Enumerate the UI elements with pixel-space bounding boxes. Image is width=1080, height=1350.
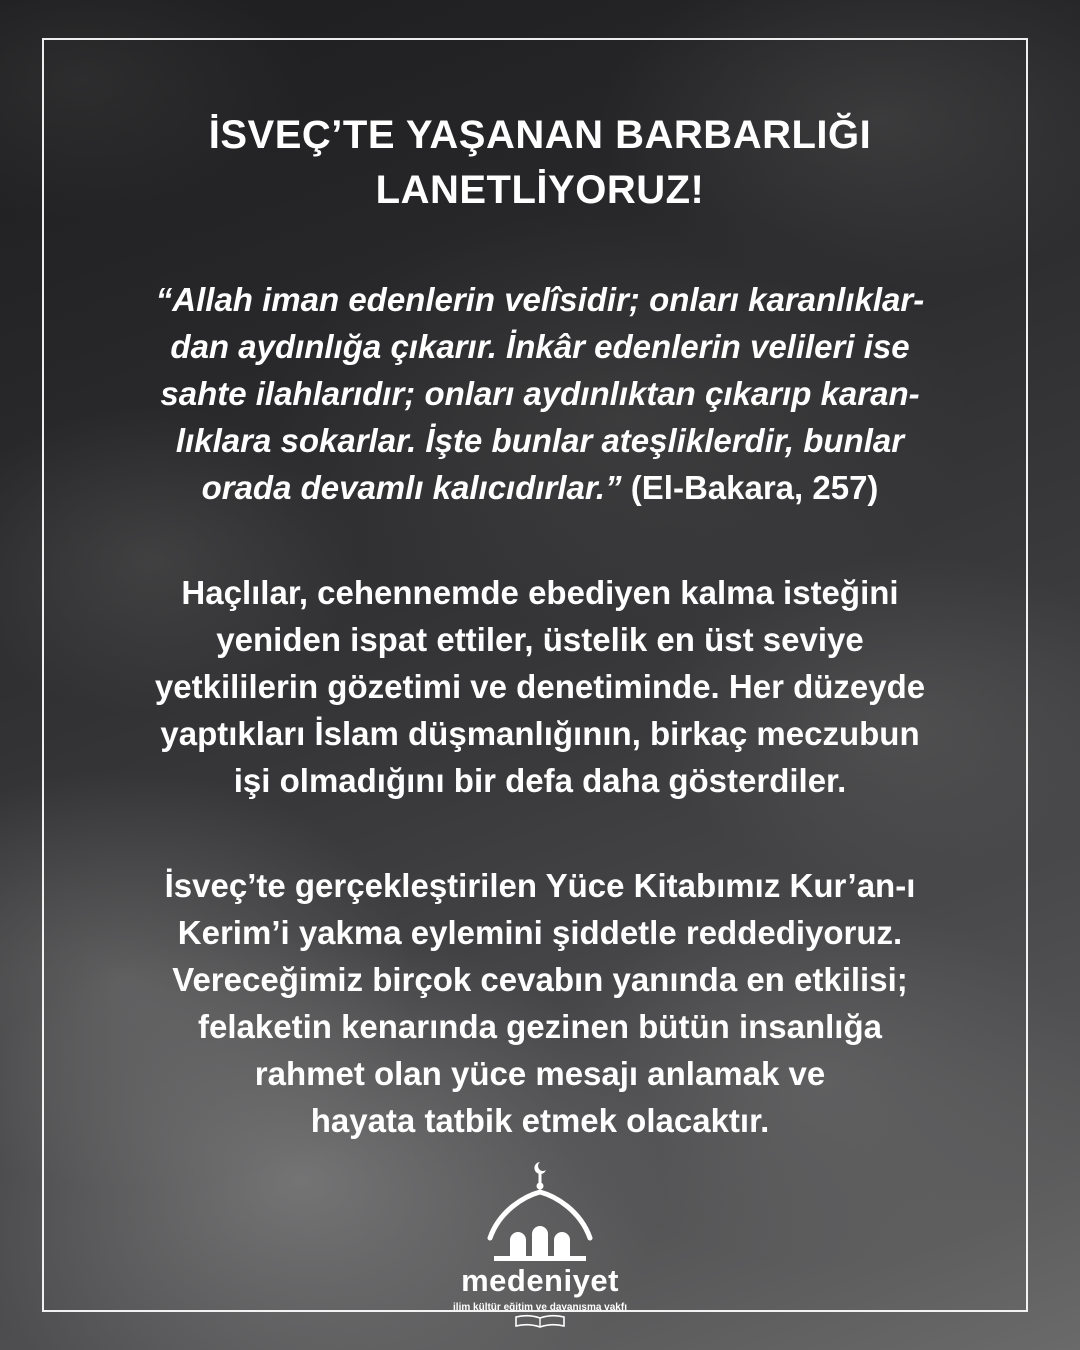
main-content (60, 108, 1020, 1144)
logo-wordmark: medeniyet (461, 1263, 619, 1298)
quote-line-last (60, 464, 1020, 511)
headline-line: LANETLİYORUZ! (375, 168, 705, 212)
paragraph-crusaders (60, 569, 1020, 804)
foundation-logo (440, 1160, 640, 1330)
quote-reference: (El-Bakara, 257) (630, 469, 879, 506)
quote-line: dan aydınlığa çıkarır. İnkâr edenlerin velileri ise (170, 328, 910, 365)
mosque-dome-crescent-icon (480, 1160, 600, 1270)
headline-line: İSVEÇ’TE YAŞANAN BARBARLIĞI (208, 113, 872, 157)
headline (60, 108, 1020, 218)
quote-line-text: orada devamlı kalıcıdırlar.” (201, 469, 622, 506)
paragraph-line: Kerim’i yakma eylemini şiddetle reddediyoruz. (177, 914, 903, 951)
paragraph-line: Haçlılar, cehennemde ebediyen kalma isteğini (181, 574, 899, 611)
logo-tagline: ilim kültür eğitim ve dayanışma vakfı (453, 1302, 627, 1313)
paragraph-line: yetkililerin gözetimi ve denetiminde. Her düzeyde (154, 668, 926, 705)
paragraph-line: yaptıkları İslam düşmanlığının, birkaç meczubun (160, 715, 920, 752)
quote-line: lıklara sokarlar. İşte bunlar ateşliklerdir, bunlar (175, 422, 905, 459)
open-book-icon (514, 1314, 566, 1328)
paragraph-line: yeniden ispat ettiler, üstelik en üst seviye (216, 621, 864, 658)
paragraph-condemnation (60, 862, 1020, 1144)
paragraph-line: rahmet olan yüce mesajı anlamak ve (254, 1055, 826, 1092)
quran-quote (60, 276, 1020, 511)
paragraph-line: hayata tatbik etmek olacaktır. (310, 1102, 770, 1139)
paragraph-line: işi olmadığını bir defa daha gösterdiler. (233, 762, 847, 799)
quote-line: sahte ilahlarıdır; onları aydınlıktan çıkarıp karan- (160, 375, 920, 412)
quote-line: “Allah iman edenlerin velîsidir; onları karanlıklar- (155, 281, 925, 318)
paragraph-line: Vereceğimiz birçok cevabın yanında en etkilisi; (172, 961, 908, 998)
paragraph-line: İsveç’te gerçekleştirilen Yüce Kitabımız Kur’an-ı (164, 867, 916, 904)
paragraph-line: felaketin kenarında gezinen bütün insanlığa (198, 1008, 882, 1045)
